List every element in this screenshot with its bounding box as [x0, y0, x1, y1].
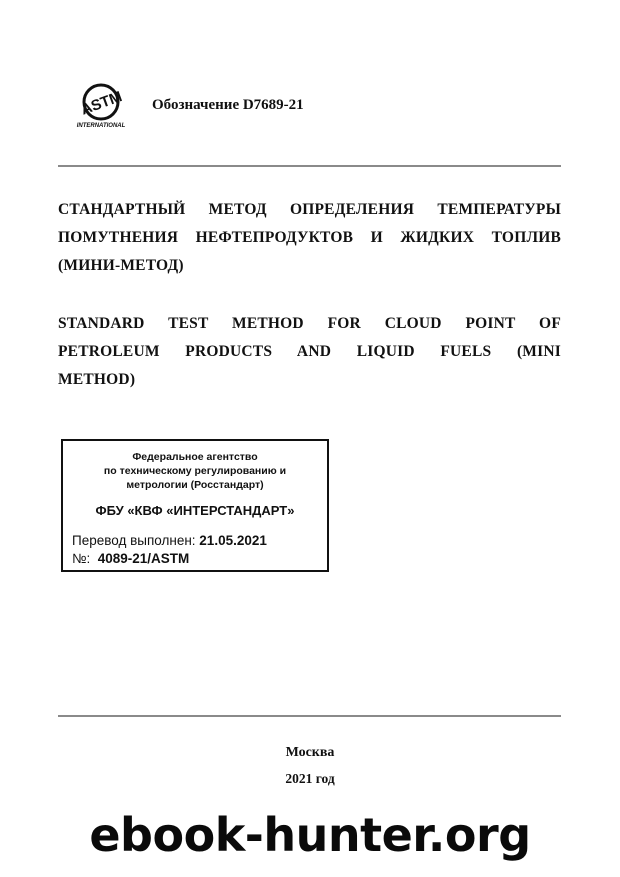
astm-logo-icon — [74, 82, 128, 130]
bottom-divider — [58, 715, 561, 717]
stamp-agency-line-1: Федеральное агентство — [132, 451, 258, 463]
title-en-line-1: STANDARD TEST METHOD FOR CLOUD POINT OF — [58, 315, 561, 332]
publication-year: 2021 год — [285, 771, 335, 786]
logo-caption: INTERNATIONAL — [76, 123, 126, 129]
stamp-translation-row — [72, 533, 267, 548]
watermark: ebook-hunter.org — [89, 808, 531, 862]
number-label: №: — [72, 551, 91, 566]
title-en-line-3: METHOD) — [58, 371, 136, 388]
document-designation: Обозначение D7689-21 — [152, 97, 304, 113]
translation-date: 21.05.2021 — [199, 533, 267, 548]
title-ru-line-1: СТАНДАРТНЫЙ МЕТОД ОПРЕДЕЛЕНИЯ ТЕМПЕРАТУРЫ — [58, 201, 561, 218]
svg-text:ASTM: ASTM — [78, 88, 125, 119]
translation-stamp — [61, 439, 329, 572]
stamp-agency — [63, 450, 327, 492]
translation-label: Перевод выполнен: — [72, 533, 196, 548]
title-ru-line-3: (МИНИ-МЕТОД) — [58, 257, 184, 274]
top-divider — [58, 165, 561, 167]
stamp-agency-line-2: по техническому регулированию и — [103, 465, 287, 477]
title-english — [58, 310, 561, 394]
publication-city: Москва — [285, 745, 335, 760]
stamp-number-row — [72, 551, 189, 566]
stamp-organization: ФБУ «КВФ «ИНТЕРСТАНДАРТ» — [95, 503, 295, 518]
title-russian — [58, 196, 561, 280]
stamp-agency-line-3: метрологии (Росстандарт) — [126, 479, 264, 491]
title-ru-line-2: ПОМУТНЕНИЯ НЕФТЕПРОДУКТОВ И ЖИДКИХ ТОПЛИВ — [58, 229, 561, 246]
number-value: 4089-21/ASTM — [97, 551, 190, 566]
title-en-line-2: PETROLEUM PRODUCTS AND LIQUID FUELS (MINI — [58, 343, 561, 360]
